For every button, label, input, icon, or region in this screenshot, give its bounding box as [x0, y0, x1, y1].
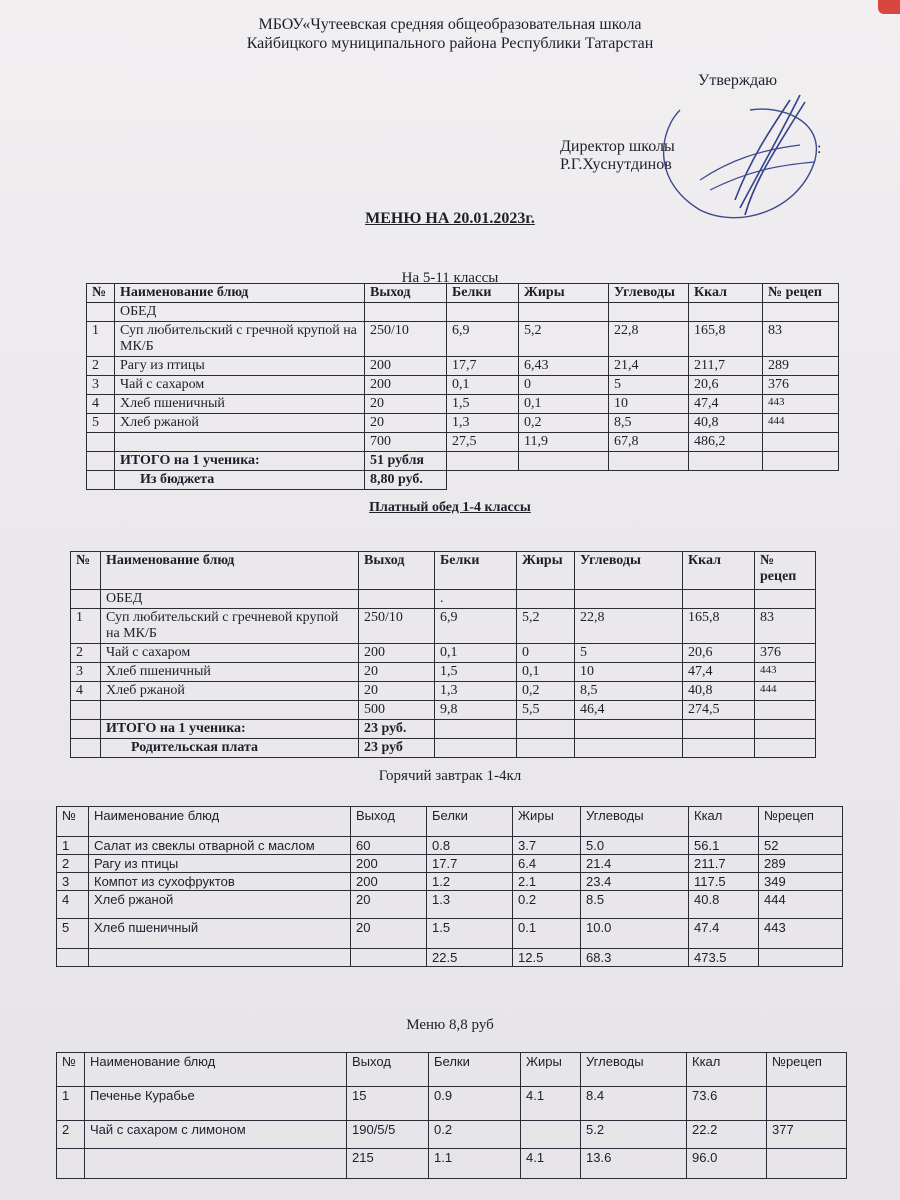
table-row [87, 376, 839, 395]
cell: 473.5 [689, 949, 759, 967]
itogo-label: ИТОГО на 1 ученика: [115, 452, 365, 471]
table-row [87, 322, 839, 357]
cell: 40,8 [683, 682, 755, 701]
org-line-2: Кайбицкого муниципального района Республики Татарстан [246, 35, 654, 52]
section3-table [56, 806, 843, 967]
table-row [57, 855, 843, 873]
cell: 0 [517, 644, 575, 663]
col-header: № [71, 552, 101, 590]
col-header: № [57, 807, 89, 837]
cell: 376 [755, 644, 816, 663]
cell: 4 [87, 395, 115, 414]
colon-mark: : [817, 140, 822, 157]
cell: 1,3 [435, 682, 517, 701]
cell: 3.7 [513, 837, 581, 855]
col-header: Ккал [683, 552, 755, 590]
director-name: Р.Г.Хуснутдинов [560, 156, 672, 173]
cell: 377 [767, 1121, 847, 1149]
section4-table [56, 1052, 847, 1179]
cell: 5.2 [581, 1121, 687, 1149]
cell: 190/5/5 [347, 1121, 429, 1149]
cell: 5 [609, 376, 689, 395]
cell: 444 [763, 414, 839, 433]
table-row [57, 1087, 847, 1121]
section1-caption: На 5-11 классы [401, 270, 499, 286]
col-header: Ккал [689, 284, 763, 303]
parent-fee-label: Родительская плата [101, 739, 359, 758]
cell: Хлеб пшеничный [101, 663, 359, 682]
cell: 20 [351, 891, 427, 919]
cell: 23.4 [581, 873, 689, 891]
cell: 200 [359, 644, 435, 663]
table-row [57, 891, 843, 919]
itogo-row [87, 452, 839, 471]
cell: 5.0 [581, 837, 689, 855]
cell: Хлеб ржаной [101, 682, 359, 701]
table-header-row [57, 807, 843, 837]
group-mark: . [435, 590, 517, 609]
cell: 0 [519, 376, 609, 395]
cell: 2.1 [513, 873, 581, 891]
table-header-row [71, 552, 816, 590]
table-row [57, 873, 843, 891]
total-row [57, 949, 843, 967]
cell: 8.4 [581, 1087, 687, 1121]
cell: 165,8 [689, 322, 763, 357]
col-header: Белки [447, 284, 519, 303]
table-row [87, 357, 839, 376]
col-header: Углеводы [575, 552, 683, 590]
cell [767, 1087, 847, 1121]
section2-table [70, 551, 816, 758]
col-header: Жиры [521, 1053, 581, 1087]
cell: 5,2 [519, 322, 609, 357]
cell: 3 [87, 376, 115, 395]
cell: 1,5 [435, 663, 517, 682]
cell: 8.5 [581, 891, 689, 919]
cell: 117.5 [689, 873, 759, 891]
col-header: Жиры [513, 807, 581, 837]
table-row [57, 837, 843, 855]
table-row [87, 395, 839, 414]
cell: 73.6 [687, 1087, 767, 1121]
cell: 27,5 [447, 433, 519, 452]
col-header: Углеводы [581, 1053, 687, 1087]
approve-label: Утверждаю [698, 72, 778, 89]
cell: 20 [351, 919, 427, 949]
cell: 83 [763, 322, 839, 357]
table-row [57, 919, 843, 949]
cell: 486,2 [689, 433, 763, 452]
cell: 13.6 [581, 1149, 687, 1179]
cell: 40,8 [689, 414, 763, 433]
itogo-value: 23 руб. [359, 720, 435, 739]
cell: Печенье Курабье [85, 1087, 347, 1121]
table-header-row [57, 1053, 847, 1087]
cell [521, 1121, 581, 1149]
cell: 165,8 [683, 609, 755, 644]
cell: 4 [57, 891, 89, 919]
cell: 2 [87, 357, 115, 376]
cell: 2 [71, 644, 101, 663]
cell: 22,8 [609, 322, 689, 357]
col-header: Наименование блюд [89, 807, 351, 837]
cell: Хлеб пшеничный [115, 395, 365, 414]
col-header: Выход [351, 807, 427, 837]
parent-fee-value: 23 руб [359, 739, 435, 758]
cell: 22.5 [427, 949, 513, 967]
col-header: Выход [365, 284, 447, 303]
cell: 250/10 [365, 322, 447, 357]
cell: 17.7 [427, 855, 513, 873]
cell: 289 [759, 855, 843, 873]
cell: 10.0 [581, 919, 689, 949]
cell: 4.1 [521, 1149, 581, 1179]
cell: 200 [351, 855, 427, 873]
cell: 68.3 [581, 949, 689, 967]
cell: 15 [347, 1087, 429, 1121]
cell: Салат из свеклы отварной с маслом [89, 837, 351, 855]
cell: 6,43 [519, 357, 609, 376]
cell: 1,5 [447, 395, 519, 414]
col-header: Белки [429, 1053, 521, 1087]
cell: 10 [575, 663, 683, 682]
cell: Хлеб ржаной [115, 414, 365, 433]
group-row [87, 303, 839, 322]
itogo-value: 51 рубля [365, 452, 447, 471]
cell: 1 [87, 322, 115, 357]
col-header: Ккал [689, 807, 759, 837]
cell: 1 [71, 609, 101, 644]
cell: 274,5 [683, 701, 755, 720]
cell: 0,1 [435, 644, 517, 663]
cell: 1 [57, 837, 89, 855]
cell: 1,3 [447, 414, 519, 433]
col-header: Наименование блюд [101, 552, 359, 590]
cell: 83 [755, 609, 816, 644]
section2-caption: Платный обед 1-4 классы [369, 500, 531, 515]
itogo-row [71, 720, 816, 739]
cell: Хлеб пшеничный [89, 919, 351, 949]
cell: Рагу из птицы [115, 357, 365, 376]
cell: 376 [763, 376, 839, 395]
cell: 11,9 [519, 433, 609, 452]
table-row [71, 644, 816, 663]
col-header: Выход [359, 552, 435, 590]
table-row [71, 609, 816, 644]
cell: 200 [351, 873, 427, 891]
col-header: Выход [347, 1053, 429, 1087]
cell: 6,9 [435, 609, 517, 644]
cell: 211.7 [689, 855, 759, 873]
cell: 20 [359, 682, 435, 701]
total-row [87, 433, 839, 452]
cell: 5 [57, 919, 89, 949]
group-label: ОБЕД [115, 303, 365, 322]
cell: 211,7 [689, 357, 763, 376]
cell: Суп любительский с гречневой крупой на МК/Б [101, 609, 359, 644]
cell: 443 [755, 663, 816, 682]
cell: 5 [575, 644, 683, 663]
cell: 67,8 [609, 433, 689, 452]
cell: Хлеб ржаной [89, 891, 351, 919]
col-header: № рецеп [763, 284, 839, 303]
cell: 12.5 [513, 949, 581, 967]
cell: 2 [57, 855, 89, 873]
group-label: ОБЕД [101, 590, 359, 609]
cell: 5,2 [517, 609, 575, 644]
cell: 47,4 [689, 395, 763, 414]
menu-title: МЕНЮ НА 20.01.2023г. [365, 210, 535, 227]
cell: 22,8 [575, 609, 683, 644]
cell: 3 [57, 873, 89, 891]
cell: 250/10 [359, 609, 435, 644]
col-header: Жиры [519, 284, 609, 303]
col-header: Белки [427, 807, 513, 837]
col-header: № [57, 1053, 85, 1087]
cell: 1.5 [427, 919, 513, 949]
cell: 22.2 [687, 1121, 767, 1149]
col-header: Углеводы [581, 807, 689, 837]
cell: Рагу из птицы [89, 855, 351, 873]
cell: 52 [759, 837, 843, 855]
cell: 40.8 [689, 891, 759, 919]
cell: 0.2 [513, 891, 581, 919]
cell: 96.0 [687, 1149, 767, 1179]
cell: 8,5 [575, 682, 683, 701]
total-row [71, 701, 816, 720]
table-row [71, 663, 816, 682]
cell: Чай с сахаром [115, 376, 365, 395]
cell: 443 [759, 919, 843, 949]
col-header: №рецеп [767, 1053, 847, 1087]
cell: 60 [351, 837, 427, 855]
cell: 56.1 [689, 837, 759, 855]
cell: 1 [57, 1087, 85, 1121]
cell: 0.2 [429, 1121, 521, 1149]
cell: Компот из сухофруктов [89, 873, 351, 891]
cell: 20 [365, 414, 447, 433]
col-header: Ккал [687, 1053, 767, 1087]
cell: 47,4 [683, 663, 755, 682]
cell: 17,7 [447, 357, 519, 376]
cell: 5 [87, 414, 115, 433]
cell: 5,5 [517, 701, 575, 720]
director-title: Директор школы [560, 138, 675, 155]
cell: 20 [365, 395, 447, 414]
cell: 200 [365, 376, 447, 395]
budget-row [87, 471, 839, 490]
red-object-corner [878, 0, 900, 14]
cell: 0,2 [519, 414, 609, 433]
cell: 1.3 [427, 891, 513, 919]
cell: Чай с сахаром с лимоном [85, 1121, 347, 1149]
cell: 289 [763, 357, 839, 376]
cell: 2 [57, 1121, 85, 1149]
section4-caption: Меню 8,8 руб [406, 1017, 494, 1033]
cell: 0.8 [427, 837, 513, 855]
cell: 444 [755, 682, 816, 701]
cell: 0.1 [513, 919, 581, 949]
cell: 0.9 [429, 1087, 521, 1121]
cell: 10 [609, 395, 689, 414]
cell: 1.2 [427, 873, 513, 891]
cell: 20,6 [683, 644, 755, 663]
table-row [71, 682, 816, 701]
cell: 9,8 [435, 701, 517, 720]
cell: 200 [365, 357, 447, 376]
cell: 0,1 [517, 663, 575, 682]
cell: 4.1 [521, 1087, 581, 1121]
cell: 349 [759, 873, 843, 891]
cell: 0,2 [517, 682, 575, 701]
total-row [57, 1149, 847, 1179]
cell: 0,1 [519, 395, 609, 414]
parent-fee-row [71, 739, 816, 758]
cell: 500 [359, 701, 435, 720]
cell: 8,5 [609, 414, 689, 433]
cell: 444 [759, 891, 843, 919]
cell: 4 [71, 682, 101, 701]
col-header: №рецеп [759, 807, 843, 837]
cell: 46,4 [575, 701, 683, 720]
cell: Суп любительский с гречной крупой на МК/Б [115, 322, 365, 357]
cell: 6.4 [513, 855, 581, 873]
cell: 21.4 [581, 855, 689, 873]
cell: 20 [359, 663, 435, 682]
cell: Чай с сахаром [101, 644, 359, 663]
cell: 1.1 [429, 1149, 521, 1179]
cell: 0,1 [447, 376, 519, 395]
section1-table [86, 283, 839, 490]
org-line-1: МБОУ«Чутеевская средняя общеобразовательная школа [258, 16, 642, 33]
col-header: № [87, 284, 115, 303]
cell: 6,9 [447, 322, 519, 357]
itogo-label: ИТОГО на 1 ученика: [101, 720, 359, 739]
cell: 21,4 [609, 357, 689, 376]
cell: 47.4 [689, 919, 759, 949]
cell: 3 [71, 663, 101, 682]
cell: 700 [365, 433, 447, 452]
cell: 443 [763, 395, 839, 414]
budget-value: 8,80 руб. [365, 471, 447, 490]
section3-caption: Горячий завтрак 1-4кл [378, 768, 522, 784]
col-header: № рецеп [755, 552, 816, 590]
col-header: Жиры [517, 552, 575, 590]
table-row [87, 414, 839, 433]
cell: 20,6 [689, 376, 763, 395]
cell: 215 [347, 1149, 429, 1179]
col-header: Наименование блюд [115, 284, 365, 303]
col-header: Углеводы [609, 284, 689, 303]
budget-label: Из бюджета [115, 471, 365, 490]
col-header: Белки [435, 552, 517, 590]
group-row [71, 590, 816, 609]
table-header-row [87, 284, 839, 303]
table-row [57, 1121, 847, 1149]
col-header: Наименование блюд [85, 1053, 347, 1087]
